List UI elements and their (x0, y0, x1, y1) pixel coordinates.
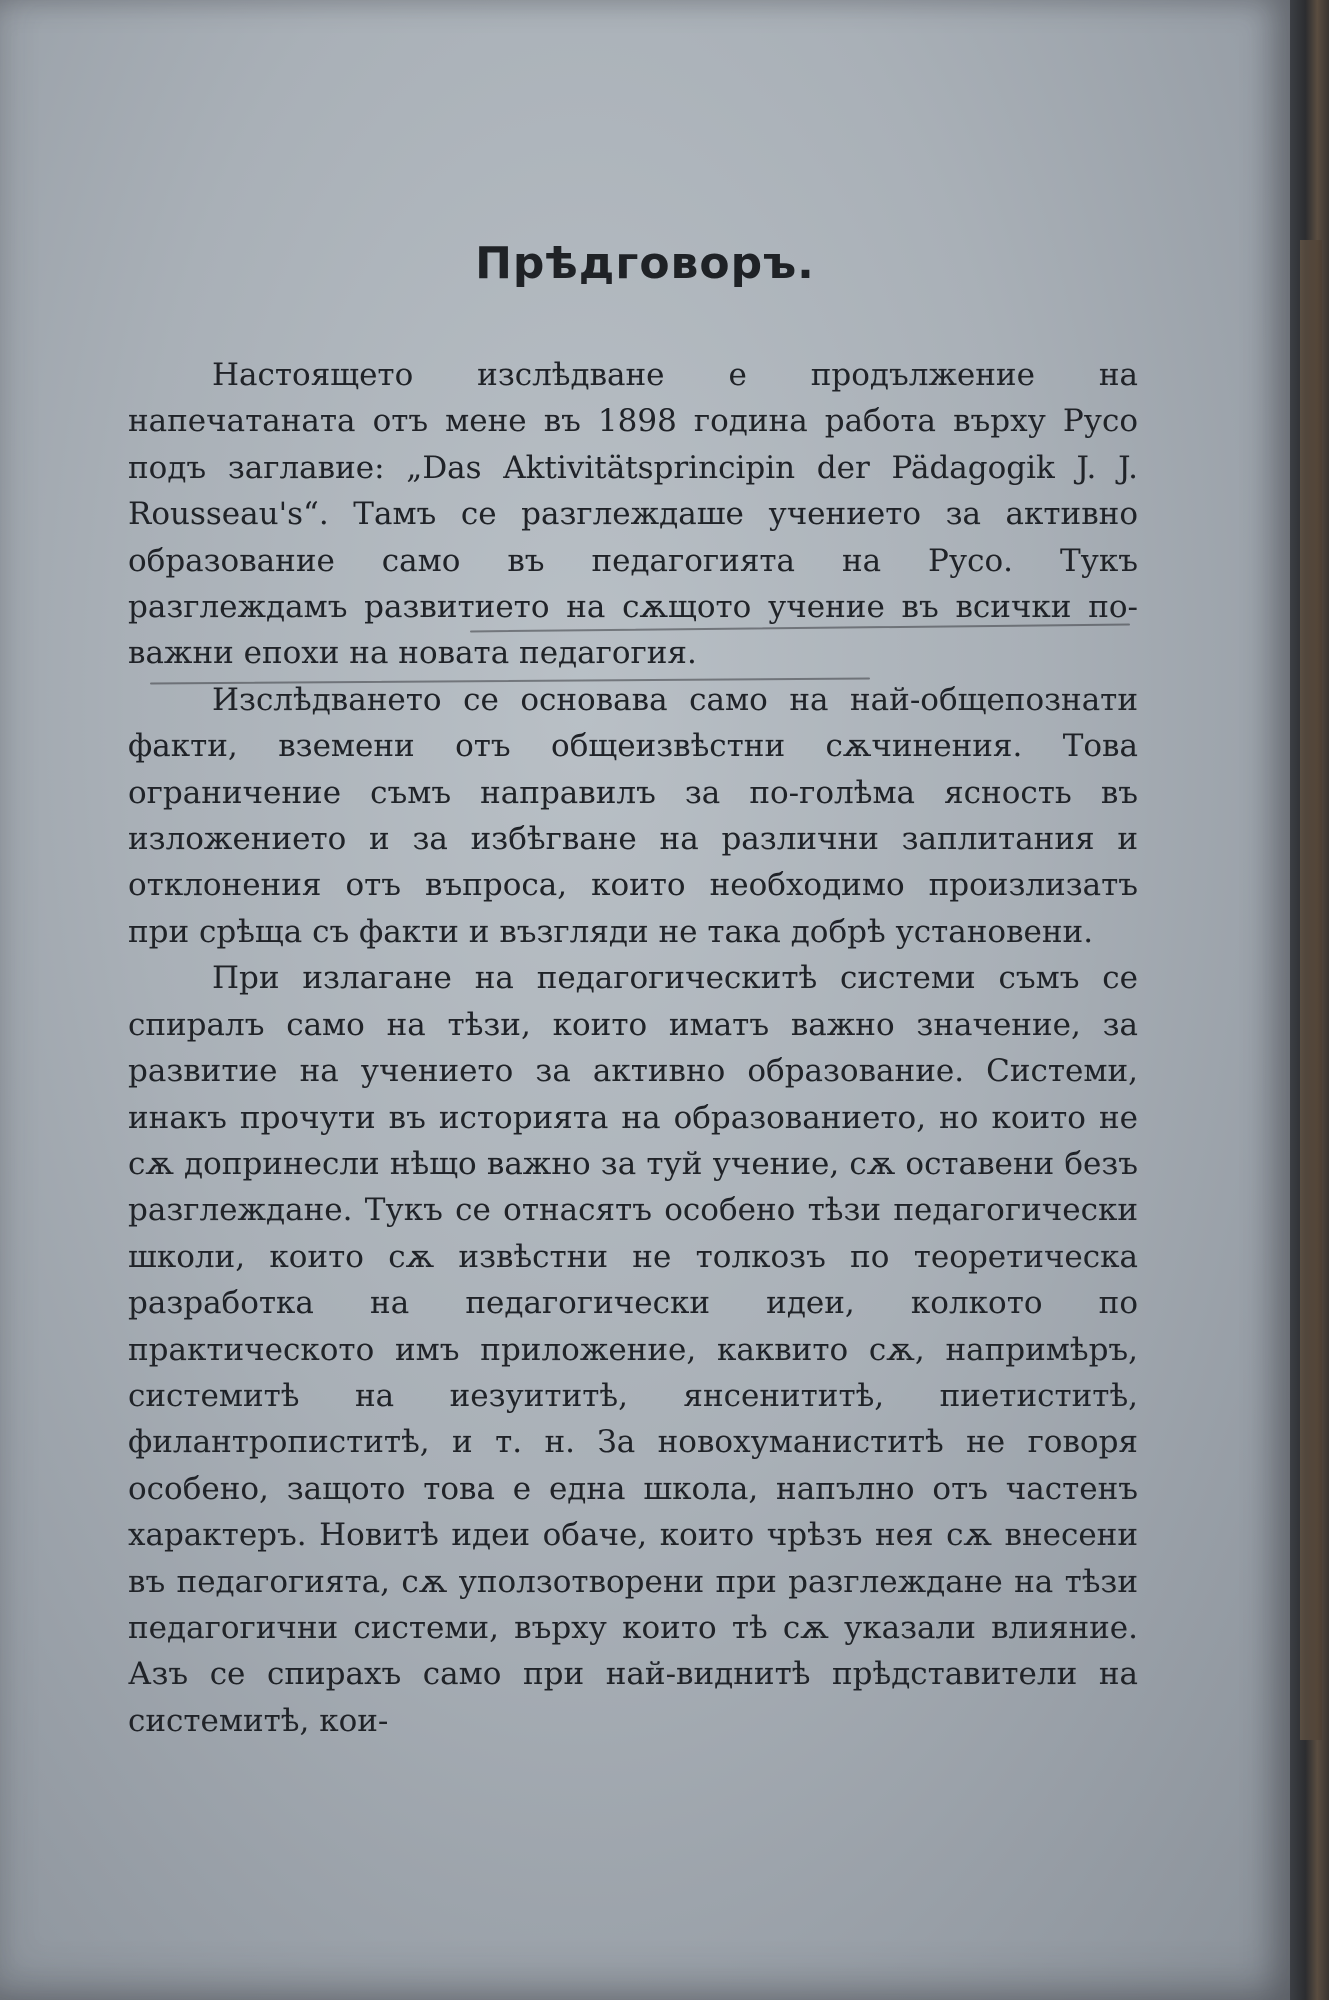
page-title: Прѣдговоръ. (475, 238, 815, 289)
cover-edge (1300, 240, 1322, 1740)
body-text (128, 352, 1138, 1744)
paragraph-1: Настоящето изслѣдване е продължение на напечатаната отъ мене въ 1898 година работа върху Русо подъ заглавие: „Das Aktivitätsprincipin der Pädagogik J. J. Rousseau's“. Тамъ се разглеждаше учението за активно образование само въ педагогията на Русо. Тукъ разглеждамъ развитието на сѫщото учение въ всички по-важни епохи на новата педагогия. (128, 357, 1138, 672)
paragraph-3: При излагане на педагогическитѣ системи съмъ се спиралъ само на тѣзи, които иматъ важно значение, за развитие на учението за активно образование. Системи, инакъ прочути въ историята на образованието, но които не сѫ допринесли нѣщо важно за туй учение, сѫ оставени безъ разглеждане. Тукъ се отнасятъ особено тѣзи педагогически школи, които сѫ извѣстни не толкозъ по теоретическа разработка на педагогически идеи, колкото по практическото имъ приложение, каквито сѫ, напримѣръ, системитѣ на иезуититѣ, янсенититѣ, пиетиститѣ, филантропиститѣ, и т. н. За новохуманиститѣ не говоря особено, защото това е една школа, напълно отъ частенъ характеръ. Новитѣ идеи обаче, които чрѣзъ нея сѫ внесени въ педагогията, сѫ уползотворени при разглеждане на тѣзи педагогични системи, върху които тѣ сѫ указали влияние. Азъ се спирахъ само при най-виднитѣ прѣдставители на системитѣ, кои- (128, 960, 1138, 1739)
paragraph-2: Изслѣдването се основава само на най-общепознати факти, вземени отъ общеизвѣстни сѫчинения. Това ограничение съмъ направилъ за по-голѣма ясность въ изложението и за избѣгване на различни заплитания и отклонения отъ въпроса, които необходимо произлизатъ при срѣща съ факти и възгляди не така добрѣ установени. (128, 681, 1138, 950)
